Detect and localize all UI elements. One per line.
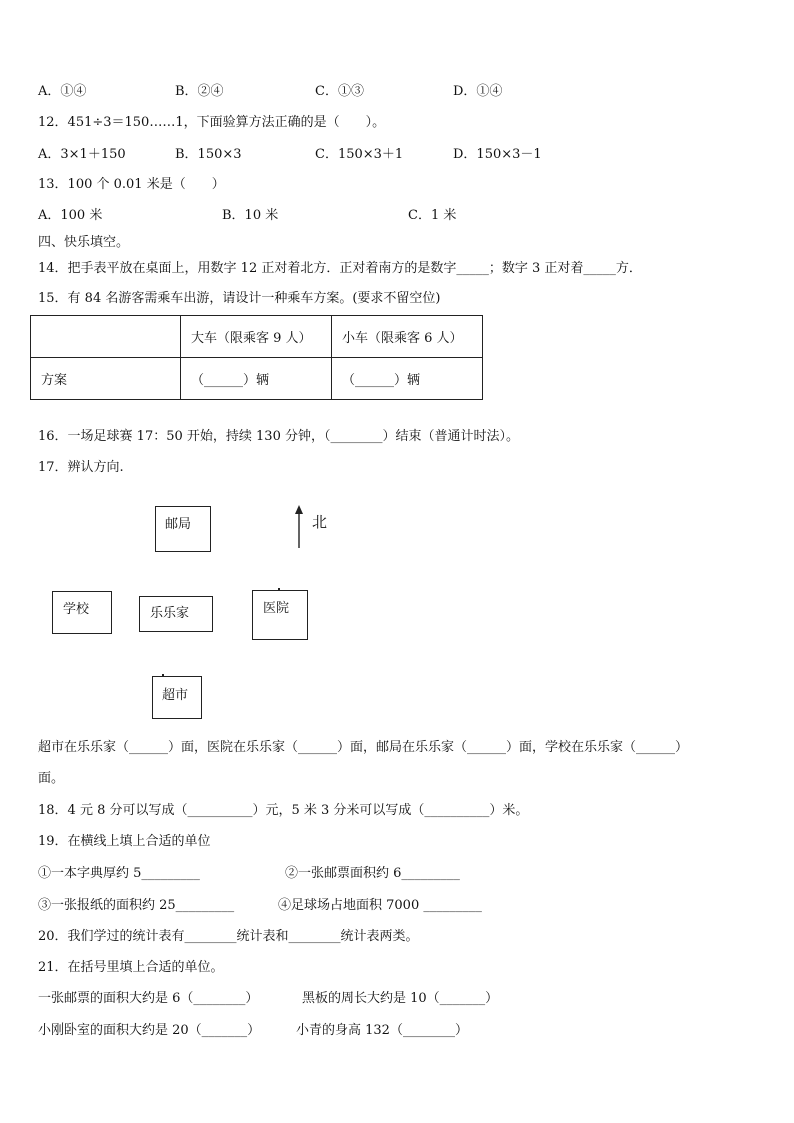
q19-item-1[interactable]: ①一本字典厚约 5_________ <box>38 866 200 881</box>
post-office-box <box>155 506 211 552</box>
q19-item-4[interactable]: ④足球场占地面积 7000 _________ <box>278 898 482 913</box>
hospital-label: 医院 <box>263 601 290 616</box>
school-label: 学校 <box>63 602 90 617</box>
q15-stem: 15．有 84 名游客需乘车出游，请设计一种乘车方案。(要求不留空位) <box>38 291 441 306</box>
map-marker <box>278 588 280 590</box>
home-box <box>139 596 213 632</box>
q17-answer-tail: 面。 <box>38 771 65 786</box>
school-box <box>52 591 112 634</box>
q17-stem: 17．辨认方向. <box>38 460 124 475</box>
q15-plan-table <box>30 315 483 400</box>
q19-stem: 19．在横线上填上合适的单位 <box>38 834 211 849</box>
q12-stem: 12．451÷3＝150……1，下面验算方法正确的是（ ）。 <box>38 115 386 130</box>
q13-option-b[interactable]: B．10 米 <box>222 208 279 223</box>
q12-option-d[interactable]: D．150×3－1 <box>453 147 542 162</box>
q18-text: 18．4 元 8 分可以写成（__________）元，5 米 3 分米可以写成（__________）米。 <box>38 803 529 818</box>
q19-item-3[interactable]: ③一张报纸的面积约 25_________ <box>38 898 235 913</box>
q14-text: 14．把手表平放在桌面上，用数字 12 正对着北方．正对着南方的是数字_____；数字 3 正对着_____方． <box>38 261 642 276</box>
table-cell <box>31 316 181 358</box>
bus-count-blank[interactable]: （______）辆 <box>181 358 332 400</box>
q21-item-4[interactable]: 小青的身高 132（________） <box>296 1023 468 1038</box>
van-count-blank[interactable]: （______）辆 <box>332 358 483 400</box>
q11-option-d[interactable]: D．①④ <box>453 84 503 99</box>
q13-stem: 13．100 个 0.01 米是（ ） <box>38 177 225 192</box>
q16-text: 16．一场足球赛 17：50 开始，持续 130 分钟，（________）结束（普通计时法）。 <box>38 429 519 444</box>
q11-option-c[interactable]: C．①③ <box>315 84 364 99</box>
q13-option-c[interactable]: C．1 米 <box>408 208 457 223</box>
table-row <box>31 358 483 400</box>
post-office-label: 邮局 <box>165 517 192 532</box>
table-row-label: 方案 <box>31 358 181 400</box>
q11-option-b[interactable]: B．②④ <box>175 84 224 99</box>
q13-option-a[interactable]: A．100 米 <box>38 208 103 223</box>
map-marker <box>162 674 164 676</box>
q17-answer-line: 超市在乐乐家（______）面，医院在乐乐家（______）面，邮局在乐乐家（______）面，学校在乐乐家（______） <box>38 740 689 755</box>
q11-option-a[interactable]: A．①④ <box>38 84 87 99</box>
table-header-row <box>31 316 483 358</box>
table-header-van: 小车（限乘客 6 人） <box>332 316 483 358</box>
north-arrow-icon <box>292 504 306 550</box>
q21-stem: 21．在括号里填上合适的单位。 <box>38 960 224 975</box>
north-label: 北 <box>312 513 328 531</box>
q12-option-b[interactable]: B．150×3 <box>175 147 242 162</box>
q12-option-c[interactable]: C．150×3＋1 <box>315 147 404 162</box>
table-header-bus: 大车（限乘客 9 人） <box>181 316 332 358</box>
q12-option-a[interactable]: A．3×1＋150 <box>38 147 126 162</box>
q19-item-2[interactable]: ②一张邮票面积约 6_________ <box>285 866 460 881</box>
hospital-box <box>252 590 308 640</box>
q20-text: 20．我们学过的统计表有________统计表和________统计表两类。 <box>38 929 419 944</box>
supermarket-label: 超市 <box>162 688 189 703</box>
section-heading: 四、快乐填空。 <box>38 235 130 250</box>
home-label: 乐乐家 <box>150 606 190 621</box>
supermarket-box <box>152 676 202 719</box>
q21-item-3[interactable]: 小刚卧室的面积大约是 20（_______） <box>38 1023 261 1038</box>
q21-item-1[interactable]: 一张邮票的面积大约是 6（________） <box>38 991 259 1006</box>
q21-item-2[interactable]: 黑板的周长大约是 10（_______） <box>302 991 499 1006</box>
